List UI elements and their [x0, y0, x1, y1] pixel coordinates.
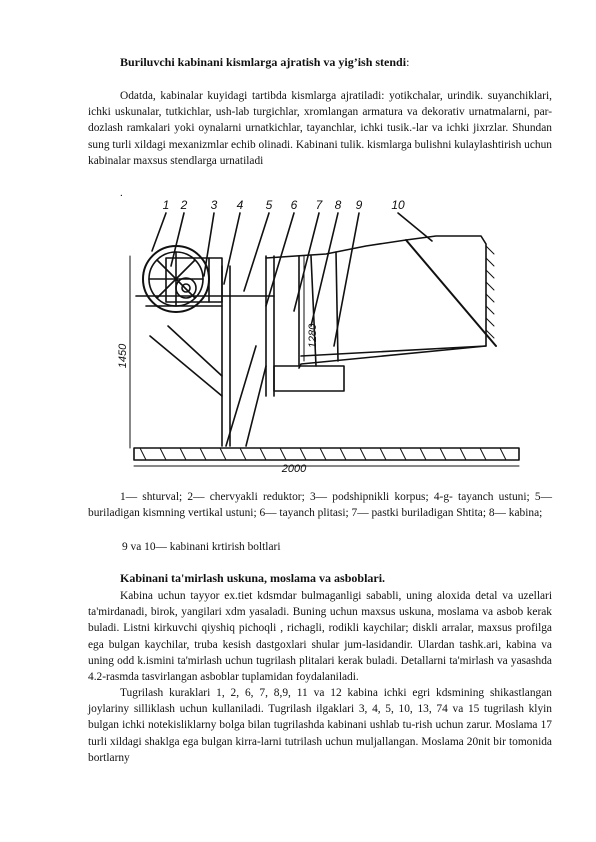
callout-9: 9	[355, 198, 363, 212]
dim-length: 2000	[281, 463, 307, 475]
callout-6: 6	[290, 198, 298, 212]
dim-height-right: 1280	[307, 323, 319, 349]
callout-10: 10	[391, 198, 405, 212]
stand-diagram	[116, 196, 536, 476]
figure-caption-continued: 9 va 10— kabinani krtirish boltlari	[122, 541, 281, 553]
callout-1: 1	[162, 198, 170, 212]
callout-5: 5	[265, 198, 273, 212]
callout-7: 7	[315, 198, 323, 212]
intro-paragraph: Odatda, kabinalar kuyidagi tartibda kismlarga ajratiladi: yotikchalar, urindik. suyanchiklari, ichki uskunalar, tutkichlar, ush-lab turgichlar, xromlangan armatura va dekorativ urnatmalarni, par-dozlash ramkalari yoki oynalarni urnatkichlar, tayanchlar, ichki tusik.-lar va ichki jixrzlar. Shundan sung turli xildagi mexanizmlar echib olinadi. Kabinani tulik. kismlarga bulishni kulaylashtirish uchun kabinalar maxsus stendlarga urnatiladi	[88, 90, 552, 167]
dim-height-left: 1450	[117, 343, 129, 369]
figure-caption: 1— shturval; 2— chervyakli reduktor; 3— podshipnikli korpus; 4-g- tayanch ustuni; 5— buriladigan kismning vertikal ustuni; 6— tayanch plitasi; 7— pastki buriladigan Shtita; 8— kabina;	[88, 491, 552, 520]
body-paragraph-3: Tugrilash kuraklari 1, 2, 6, 7, 8,9, 11 va 12 kabina ichki egri kdsmining shikastlangan joylariny silliklash uchun kullaniladi. Tugrilash ilgaklari 3, 4, 5, 10, 13, 74 va 15 tugrilash klyin bulgan ichki notekisliklarny bolga bilan tugrilashda kabinani ushlab tu-rish uchun zarur. Moslama 17 turli xildagi shaklga ega bulgan kirra-larni tutrilash uchun muljallangan. Moslama 20nit bir tomonida bortlarny	[88, 687, 552, 764]
stray-dot: .	[120, 187, 123, 199]
callout-8: 8	[334, 198, 342, 212]
title-colon: :	[406, 55, 410, 69]
section-title: Buriluvchi kabinani kismlarga ajratish va yig’ish stendi:	[120, 55, 410, 69]
stand-drawing	[116, 196, 536, 476]
body-paragraph-2: Kabina uchun tayyor ex.tiet kdsmdar bulmaganligi sababli, uning aloxida detal va uzellari ta'mirdanadi, birok, yangilari xdm yasaladi. Buning uchun maxsus uskuna, moslama va asbob kerak buladi. Listni kirkuvchi qiyshiq pichoqli , richagli, rodikli kaychilar; diskli arralar, maxsus profilga ega bulgan kaychilar, truba kesish dastgoxlari shular jum-lasidandir. Ulardan tashk.ari, kabina va uning odd k.ismini ta'mirlash uchun tugrilash plitalari kerak buladi. Detallarni ta'mirlash va yasashda 4.2-rasmda tasvirlangan asboblar tuplamidan foydalaniladi.	[88, 590, 552, 684]
section-heading: Kabinani ta'mirlash uskuna, moslama va asboblari.	[120, 571, 386, 585]
callout-2: 2	[180, 198, 188, 212]
callout-4: 4	[236, 198, 244, 212]
callout-3: 3	[210, 198, 218, 212]
